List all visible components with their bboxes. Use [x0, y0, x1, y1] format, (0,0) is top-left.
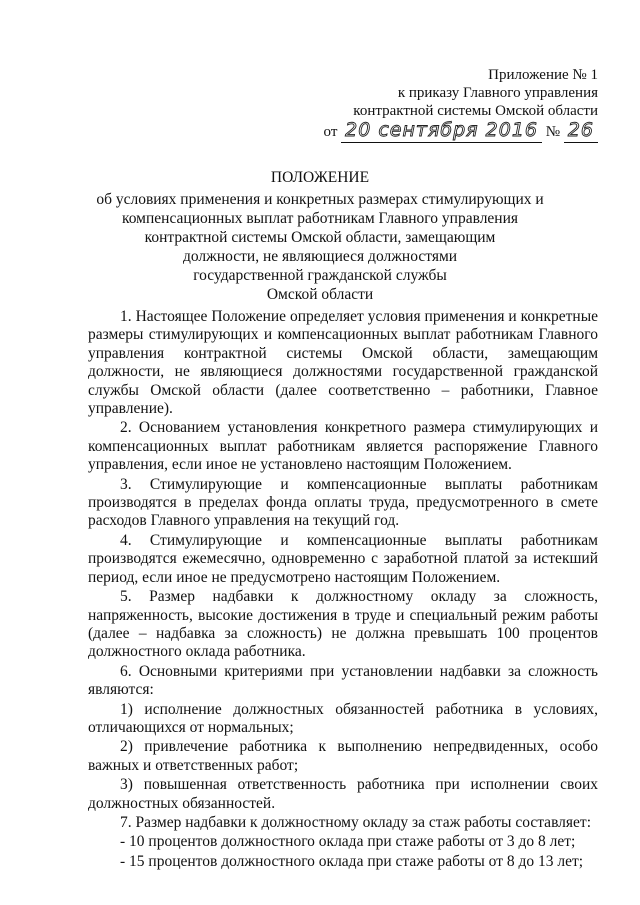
- date-prefix: от: [323, 124, 338, 140]
- paragraph-4: 4. Стимулирующие и компенсационные выплаты работникам производятся ежемесячно, одновременно с заработной платой за истекший период, если иное не предусмотрено настоящим Положением.: [88, 531, 598, 586]
- number-prefix: №: [545, 124, 561, 140]
- date-field: [341, 120, 542, 143]
- seniority-rate-1: - 10 процентов должностного оклада при стаже работы от 3 до 8 лет;: [120, 833, 576, 851]
- appendix-date-line: [298, 120, 598, 144]
- title-heading: ПОЛОЖЕНИЕ: [270, 169, 370, 186]
- paragraph-6: 6. Основными критериями при установлении надбавки за сложность являются:: [88, 662, 598, 699]
- title-line: компенсационных выплат работникам Главного управления: [121, 210, 519, 227]
- paragraph-3: 3. Стимулирующие и компенсационные выплаты работникам производятся в пределах фонда оплаты труда, предусмотренного в смете расходов Главного управления на текущий год.: [88, 475, 598, 530]
- document-body: [88, 308, 598, 872]
- paragraph-1: 1. Настоящее Положение определяет условия применения и конкретные размеры стимулирующих и компенсационных выплат работникам Главного управления контрактной системы Омской области, замещающим должности, не являющиеся должностями государственной гражданской службы Омской области (далее соответственно – работники, Главное управление).: [88, 308, 598, 418]
- title-line: должности, не являющиеся должностями: [182, 248, 458, 265]
- criterion-2: 2) привлечение работника к выполнению непредвиденных, особо важных и ответственных работ;: [88, 738, 598, 774]
- criterion-1: 1) исполнение должностных обязанностей работника в условиях, отличающихся от нормальных;: [88, 700, 598, 736]
- number-field: [564, 120, 598, 143]
- title-line: Омской области: [266, 286, 374, 303]
- appendix-authority: контрактной системы Омской области: [353, 103, 598, 119]
- paragraph-5: 5. Размер надбавки к должностному окладу за сложность, напряженность, высокие достижения в труде и специальный режим работы (далее – надбавка за сложность) не должна превышать 100 процентов должностного оклада работника.: [88, 588, 598, 661]
- title-line: об условиях применения и конкретных размерах стимулирующих и: [96, 191, 544, 208]
- appendix-title: Приложение № 1: [488, 67, 598, 83]
- appendix-header: [298, 66, 598, 144]
- seniority-rate-2: - 15 процентов должностного оклада при стаже работы от 8 до 13 лет;: [120, 852, 584, 870]
- title-line: государственной гражданской службы: [193, 267, 447, 284]
- title-line: контрактной системы Омской области, замещающим: [144, 229, 496, 246]
- handwritten-date: 20 сентября 2016: [345, 119, 538, 141]
- paragraph-7: 7. Размер надбавки к должностному окладу за стаж работы составляет:: [120, 813, 592, 831]
- paragraph-2: 2. Основанием установления конкретного размера стимулирующих и компенсационных выплат работникам является распоряжение Главного управления, если иное не установлено настоящим Положением.: [88, 419, 598, 474]
- document-title: [70, 168, 570, 304]
- criterion-3: 3) повышенная ответственность работника при исполнении своих должностных обязанностей.: [88, 776, 598, 812]
- appendix-order-ref: к приказу Главного управления: [397, 85, 598, 101]
- handwritten-number: 26: [567, 119, 594, 141]
